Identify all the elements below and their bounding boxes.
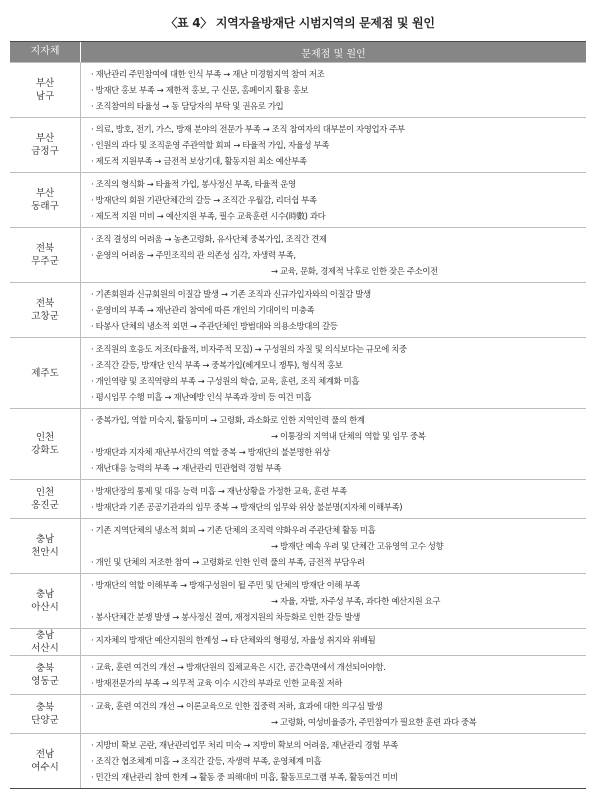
table-row <box>10 694 586 733</box>
problem-item: → 자율, 자발, 자주성 부족, 과다한 예산지원 요구 <box>271 596 441 606</box>
problems-cell <box>81 283 586 337</box>
region-cell <box>10 656 81 694</box>
table-row <box>10 62 586 117</box>
problem-item: · 평시임무 수행 미흡 → 재난예방 인식 부족과 장비 등 여건 미흡 <box>91 392 312 402</box>
region-cell <box>10 629 81 655</box>
problem-item: · 조직간 협조체계 미흡 → 조직간 갈등, 자생력 부족, 운영체계 미흡 <box>91 756 322 766</box>
problems-cell <box>81 629 586 655</box>
region-name: 인천 <box>35 487 55 498</box>
problems-cell <box>81 228 586 282</box>
problem-item: · 재난관리 주민참여에 대한 인식 부족 → 재난 미경험지역 참여 저조 <box>91 69 325 79</box>
region-cell <box>10 409 81 479</box>
problems-cell <box>81 63 586 117</box>
table-row <box>10 479 586 518</box>
problem-item: · 지방비 확보 곤란, 재난관리업무 처리 미숙 → 지방비 확보의 어려움, 재난관리 경험 부족 <box>91 740 398 750</box>
problems-cell <box>81 519 586 573</box>
problems-cell <box>81 118 586 172</box>
problem-item: · 방재단장의 통제 및 대응 능력 미흡 → 재난상황을 가정한 교육, 훈련 부족 <box>91 486 347 496</box>
problem-item: · 인원의 과다 및 조직운영 주관역할 회피 → 타율적 가입, 자율성 부족 <box>91 140 329 150</box>
region-name: 충북 <box>35 663 55 674</box>
region-name: 충남 <box>35 589 55 600</box>
table-row <box>10 518 586 573</box>
problem-item: · 방재단의 역할 이해부족 → 방재구성원이 될 주민 및 단체의 방재단 이해 부족 <box>91 580 360 590</box>
problem-item: · 교육, 훈련 여건의 개선 → 이론교육으로 인한 집중력 저하, 효과에 대한 의구심 발생 <box>91 701 383 711</box>
region-name: 영동군 <box>31 676 59 687</box>
table-row <box>10 282 586 337</box>
region-name: 부산 <box>35 78 55 89</box>
problem-item: · 방재단 홍보 부족 → 제한적 홍보, 구 신문, 홈페이지 활용 홍보 <box>91 85 309 95</box>
region-cell <box>10 480 81 518</box>
problem-item: · 민간의 재난관리 참여 한계 → 활동 중 피해대비 미흡, 활동프로그램 부족, 활동여건 미비 <box>91 772 398 782</box>
region-cell <box>10 338 81 408</box>
problem-item: · 지자체의 방재단 예산지원의 한계성 → 타 단체와의 형평성, 자율성 취지와 위배됨 <box>91 635 376 645</box>
problem-item: · 조직간 갈등, 방재단 인식 부족 → 중복가입(헤게모니 쟁투), 형식적 홍보 <box>91 360 343 370</box>
table-row <box>10 573 586 628</box>
table-row <box>10 628 586 655</box>
problem-item: · 방재단과 지자체 재난부서간의 역할 중복 → 방재단의 불분명한 위상 <box>91 447 330 457</box>
problem-item: · 중복가입, 역할 미숙지, 활동미미 → 고령화, 과소화로 인한 지역인력 풀의 한계 <box>91 415 365 425</box>
region-cell <box>10 118 81 172</box>
problem-item: · 방재단의 회원 기관단체간의 갈등 → 조직간 우월감, 리더쉽 부족 <box>91 195 317 205</box>
region-cell <box>10 519 81 573</box>
header-problems: 문제점 및 원인 <box>301 48 366 60</box>
region-name: 아산시 <box>31 602 59 613</box>
problem-item: · 재난대응 능력의 부족 → 재난관리 민관협력 경험 부족 <box>91 463 282 473</box>
region-cell <box>10 734 81 788</box>
table-row <box>10 227 586 282</box>
table-header <box>10 42 586 62</box>
problems-cell <box>81 656 586 694</box>
region-name: 금정구 <box>31 146 59 157</box>
region-name: 동래구 <box>31 201 59 212</box>
region-cell <box>10 574 81 628</box>
problem-item: · 개인역량 및 조직역량의 부족 → 구성원의 학습, 교육, 훈련, 조직 체계화 미흡 <box>91 376 360 386</box>
table-title: 〈표 4〉 지역자율방재단 시범지역의 문제점 및 원인 <box>165 16 435 30</box>
problems-cell <box>81 574 586 628</box>
region-name: 서산시 <box>31 643 59 654</box>
region-name: 인천 <box>35 432 55 443</box>
region-name: 옹진군 <box>31 500 59 511</box>
problem-item: · 기존 지역단체의 냉소적 회피 → 기존 단체의 조직력 약화우려 주관단체 활동 미흡 <box>91 525 376 535</box>
problem-item: · 조직 결성의 어려움 → 농촌고령화, 유사단체 중복가입, 조직간 견제 <box>91 234 327 244</box>
region-name: 부산 <box>35 133 55 144</box>
problem-item: · 방재단과 기존 공공기관과의 임무 중복 → 방재단의 임무와 위상 불분명(지자체 이해부족) <box>91 502 403 512</box>
problem-item: · 타봉사 단체의 냉소적 외면 → 주관단체인 방범대와 의용소방대의 갈등 <box>91 321 338 331</box>
region-cell <box>10 173 81 227</box>
region-cell <box>10 695 81 733</box>
region-name: 고창군 <box>31 311 59 322</box>
problem-item: · 봉사단체간 분쟁 발생 → 봉사정신 결여, 재정지원의 차등화로 인한 갈등 발생 <box>91 612 360 622</box>
problem-item: · 운영비의 부족 → 재난관리 참여에 따른 개인의 기대이익 미충족 <box>91 305 315 315</box>
problem-item: · 조직원의 호응도 저조(타율적, 비자주적 모집) → 구성원의 자질 및 의식보다는 규모에 치중 <box>91 344 407 354</box>
table-row <box>10 733 586 788</box>
region-name: 충남 <box>35 534 55 545</box>
table-row <box>10 117 586 172</box>
problems-cell <box>81 734 586 788</box>
region-cell <box>10 228 81 282</box>
problem-item: · 기존회원과 신규회원의 이질감 발생 → 기존 조직과 신규가입자와의 이질감 발생 <box>91 289 371 299</box>
problem-item: · 조직참여의 타율성 → 동 담당자의 부탁 및 권유로 가입 <box>91 101 284 111</box>
problem-item: · 방재전문가의 부족 → 의무적 교육 이수 시간의 부과로 인한 교육질 저하 <box>91 678 343 688</box>
problems-table <box>10 41 586 789</box>
table-row <box>10 337 586 408</box>
problems-cell <box>81 480 586 518</box>
region-name: 무주군 <box>31 256 59 267</box>
table-row <box>10 655 586 694</box>
region-name: 남구 <box>35 91 55 102</box>
problem-item: · 교육, 훈련 여건의 개선 → 방재단원의 집체교육은 시간, 공간측면에서 개선되어야함. <box>91 662 386 672</box>
region-name: 전북 <box>35 243 55 254</box>
region-cell <box>10 63 81 117</box>
region-cell <box>10 283 81 337</box>
problem-item: · 제도적 지원 미비 → 예산지원 부족, 필수 교육훈련 시수(時數) 과다 <box>91 211 326 221</box>
table-row <box>10 408 586 479</box>
region-name: 부산 <box>35 188 55 199</box>
region-name: 전남 <box>35 749 55 760</box>
problem-item: → 고령화, 여성비율증가, 주민참여가 필요한 훈련 과다 중복 <box>271 717 477 727</box>
problem-item: · 의료, 방호, 전기, 가스, 방재 분야의 전문가 부족 → 조직 참여자의 대부분이 자영업자 주부 <box>91 124 405 134</box>
region-name: 강화도 <box>31 445 59 456</box>
region-name: 전북 <box>35 298 55 309</box>
problem-item: · 조직의 형식화 → 타율적 가입, 봉사정신 부족, 타율적 운영 <box>91 179 296 189</box>
region-name: 충북 <box>35 702 55 713</box>
problems-cell <box>81 409 586 479</box>
region-name: 여수시 <box>31 762 59 773</box>
problem-item: → 방재단 예속 우려 및 단체간 고유영역 고수 성향 <box>271 541 444 551</box>
problem-item: · 제도적 지원부족 → 금전적 보상기대, 활동지원 최소 예산부족 <box>91 156 307 166</box>
region-name: 제주도 <box>31 367 59 379</box>
problem-item: · 개인 및 단체의 저조한 참여 → 고령화로 인한 인력 풀의 부족, 금전적 부담우려 <box>91 557 365 567</box>
region-name: 충남 <box>35 630 55 641</box>
problem-item: → 이통장의 지역내 단체의 역할 및 임무 중복 <box>271 431 426 441</box>
problems-cell <box>81 695 586 733</box>
region-name: 단양군 <box>31 715 59 726</box>
table-body <box>10 62 586 788</box>
problem-item: → 교육, 문화, 경제적 낙후로 인한 잦은 주소이전 <box>271 266 438 276</box>
problems-cell <box>81 173 586 227</box>
problem-item: · 운영의 어려움 → 주민조직의 관 의존성 심각, 자생력 부족, <box>91 250 296 260</box>
table-row <box>10 172 586 227</box>
region-name: 천안시 <box>31 547 59 558</box>
problems-cell <box>81 338 586 408</box>
header-region: 지자체 <box>10 42 81 62</box>
